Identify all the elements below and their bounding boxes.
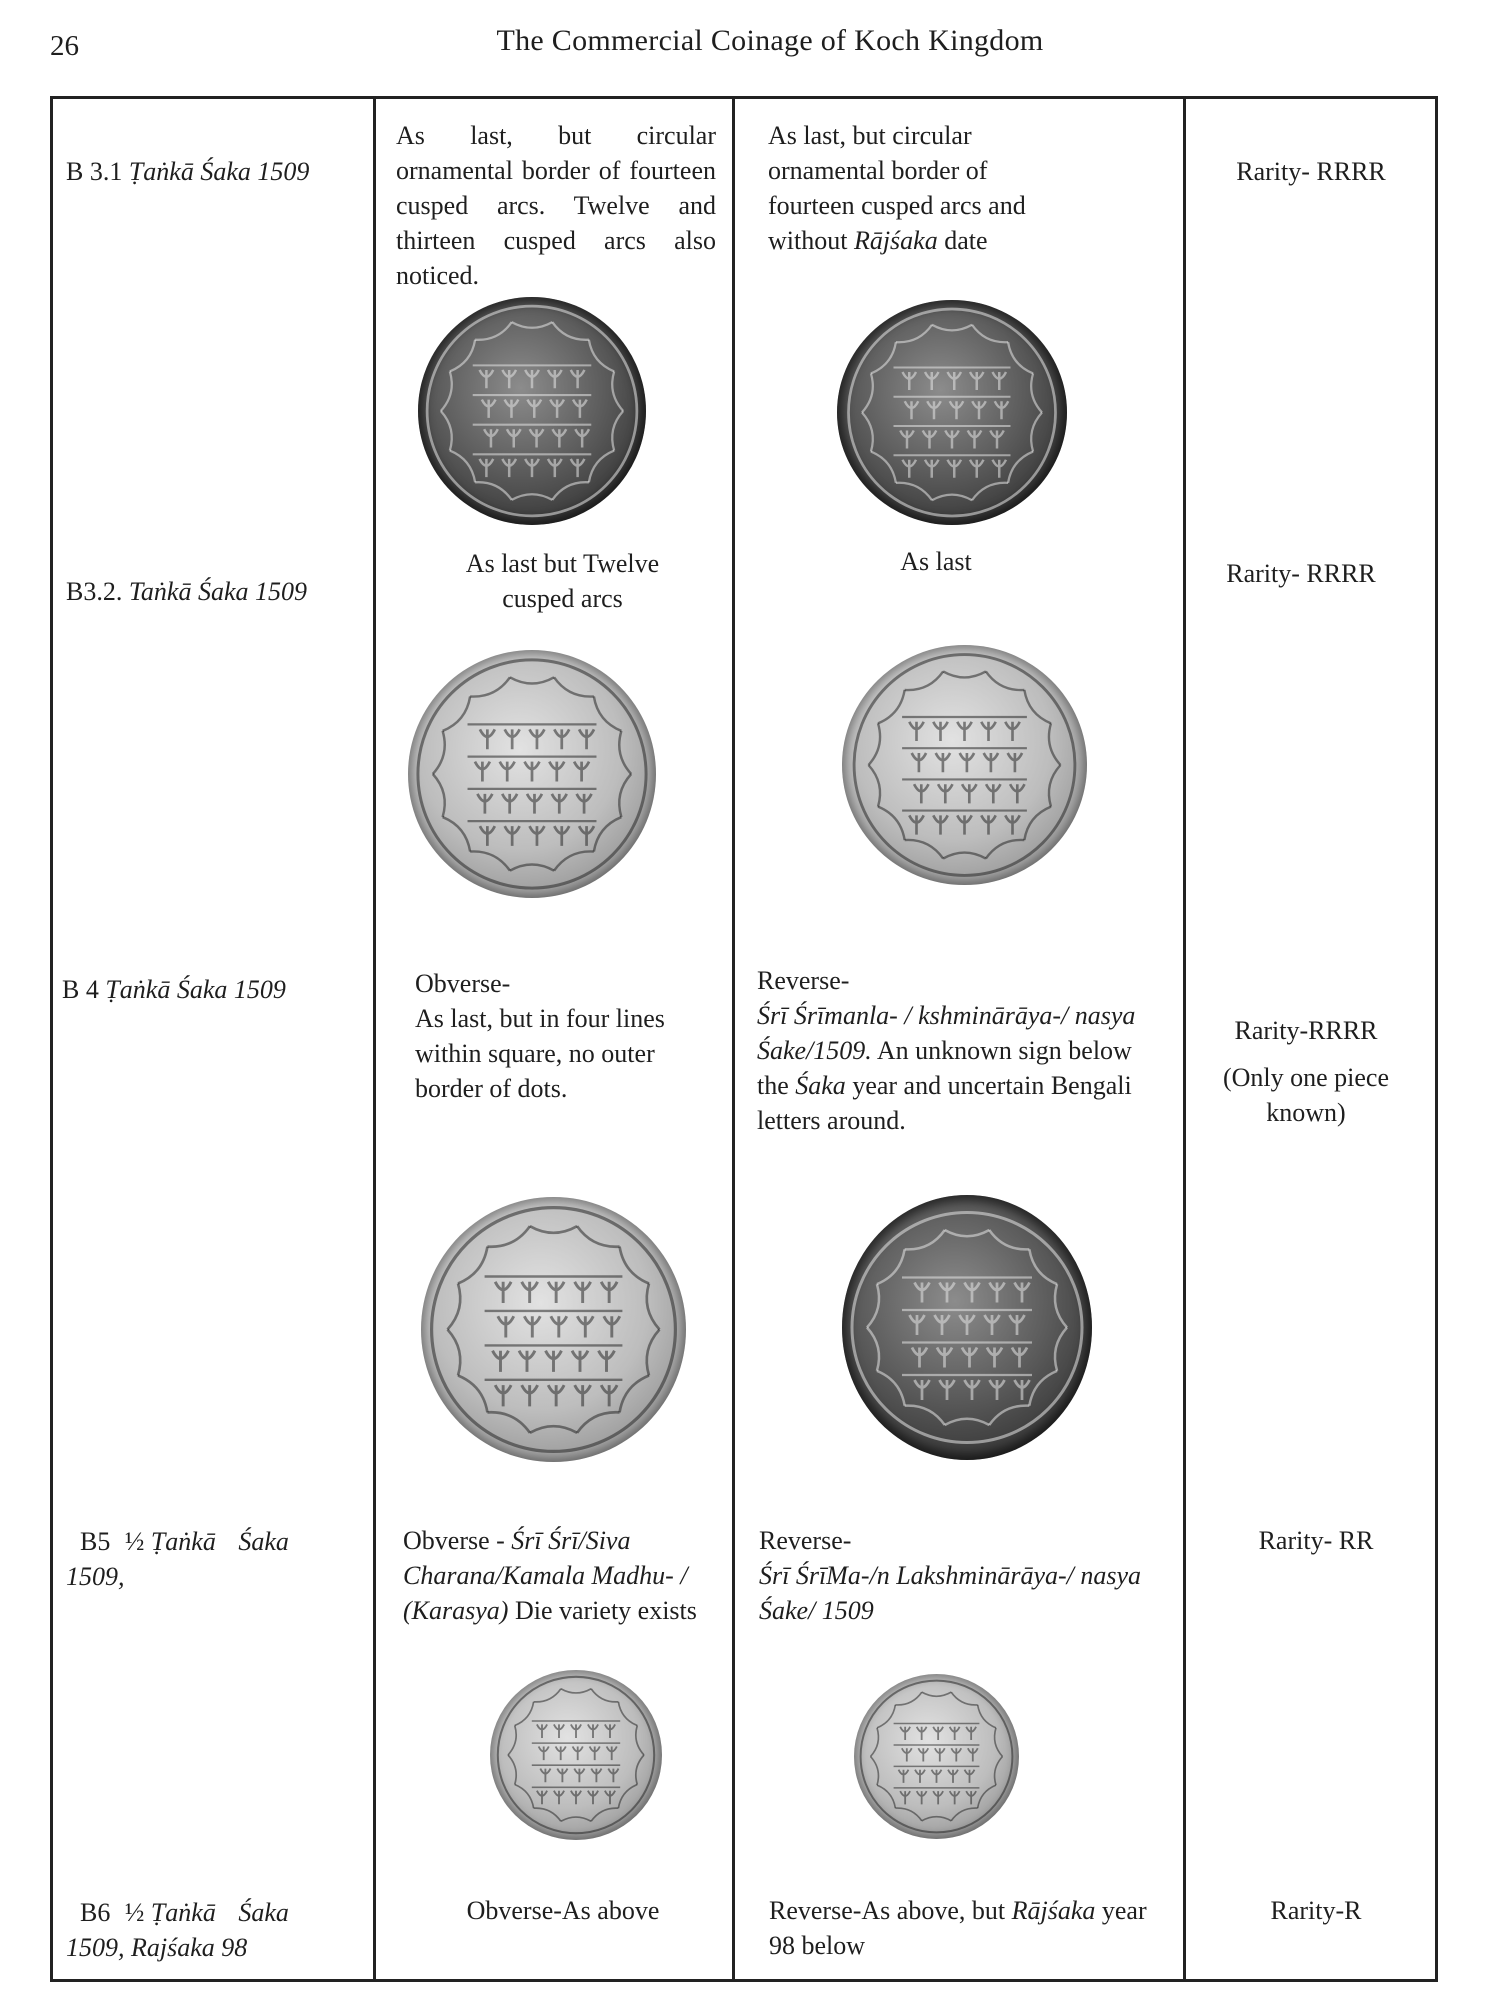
column-rule (732, 96, 735, 1982)
denomination: Taṅkā (128, 577, 192, 606)
rarity-note: (Only one piece known) (1222, 1063, 1390, 1127)
denomination: Ṭaṅkā (128, 157, 194, 186)
catalog-number: B5 (80, 1527, 111, 1556)
coin-engraving (842, 645, 1087, 885)
catalog-number: B3.2. (66, 577, 123, 606)
rarity-b31: Rarity- RRRR (1236, 157, 1386, 186)
coin-image-obverse-b4 (421, 1197, 686, 1462)
coin-engraving (421, 1197, 686, 1462)
obverse-description-b6: Obverse-As above (466, 1896, 660, 1925)
coin-image-reverse-b32 (842, 645, 1087, 885)
rarity-b6: Rarity-R (1270, 1896, 1362, 1925)
catalog-entry-b4 (62, 972, 367, 1007)
column-rule (373, 96, 376, 1982)
denomination: Ṭaṅkā (150, 1527, 216, 1556)
rarity-b5: Rarity- RR (1258, 1526, 1374, 1555)
date: Śaka 1509 (197, 577, 308, 606)
reverse-description-b31: As last, but circular ornamental border of fourteen cusped arcs and without Rājśaka date (768, 121, 1026, 255)
denomination: Ṭaṅkā (150, 1898, 216, 1927)
denomination: Ṭaṅkā (105, 975, 171, 1004)
date-continued: 1509, (66, 1562, 125, 1591)
coin-engraving (408, 650, 656, 898)
obverse-description-b5: Obverse - Śrī Śrī/Siva Charana/Kamala Madhu- / (Karasya) Die variety exists (403, 1526, 697, 1625)
obverse-description-b31: As last, but circular ornamental border of fourteen cusped arcs. Twelve and thirteen cusped arcs also noticed. (396, 121, 716, 290)
rarity-b32: Rarity- RRRR (1226, 559, 1376, 588)
obverse-description-b4: Obverse- As last, but in four lines within square, no outer border of dots. (415, 969, 665, 1103)
coin-image-obverse-b32 (408, 650, 656, 898)
coin-engraving (854, 1674, 1019, 1839)
date: Śaka (238, 1898, 289, 1927)
obverse-description-b32: As last but Twelve cusped arcs (465, 549, 660, 613)
running-head-title: The Commercial Coinage of Koch Kingdom (496, 24, 1044, 57)
rarity-b4: Rarity-RRRR (Only one piece known) (1196, 1013, 1416, 1130)
fraction: ½ (124, 1898, 145, 1927)
coin-image-reverse-b31 (837, 300, 1067, 525)
coin-image-reverse-b5 (854, 1674, 1019, 1839)
reverse-description-b5: Reverse- Śrī ŚrīMa-/n Lakshminārāya-/ nasya Śake/ 1509 (759, 1526, 1142, 1625)
reverse-description-b6: Reverse-As above, but Rājśaka year 98 below (769, 1896, 1147, 1960)
catalog-entry-b32 (66, 574, 371, 609)
catalog-entry-b31 (66, 154, 371, 189)
catalog-entry-b5 (66, 1524, 366, 1594)
coin-engraving (418, 297, 646, 525)
reverse-description-b32: As last (900, 547, 972, 576)
coin-image-obverse-b5 (490, 1670, 662, 1840)
catalog-number: B 3.1 (66, 157, 123, 186)
date: Śaka 1509 (176, 975, 286, 1004)
fraction: ½ (124, 1527, 145, 1556)
catalog-number: B6 (80, 1898, 111, 1927)
date: Śaka 1509 (200, 157, 310, 186)
coin-engraving (842, 1195, 1092, 1460)
page-number: 26 (50, 30, 79, 62)
date-continued: 1509, Rajśaka 98 (66, 1933, 248, 1962)
catalog-number: B 4 (62, 975, 99, 1004)
reverse-description-b4: Reverse- Śrī Śrīmanla- / kshminārāya-/ nasya Śake/1509. An unknown sign below the Śaka year and uncertain Bengali letters around. (757, 966, 1136, 1135)
catalog-entry-b6 (66, 1895, 366, 1965)
coin-engraving (490, 1670, 662, 1840)
coin-image-obverse-b31 (418, 297, 646, 525)
coin-engraving (837, 300, 1067, 525)
column-rule (1183, 96, 1186, 1982)
coin-image-reverse-b4 (842, 1195, 1092, 1460)
date: Śaka (238, 1527, 289, 1556)
